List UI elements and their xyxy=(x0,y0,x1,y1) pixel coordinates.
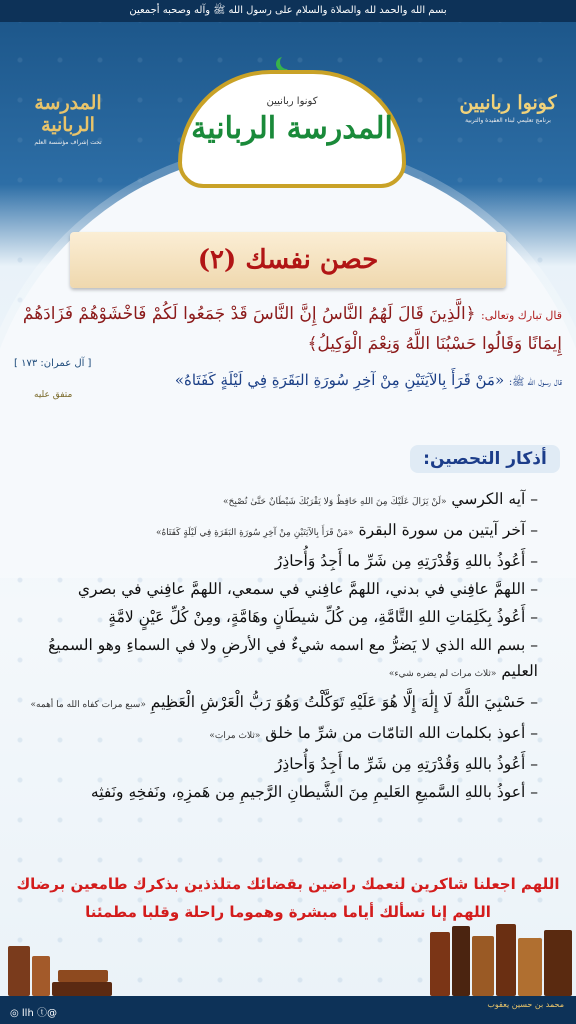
dhikr-text: – أَعُوذُ باللهِ وَقُدْرَتِهِ مِن شَرِّ ما أَجِدُ وَأُحاذِرُ xyxy=(274,755,538,773)
books-right-illustration xyxy=(426,920,576,996)
quran-intro: قال تبارك وتعالى: xyxy=(481,309,562,322)
book-icon xyxy=(518,938,542,996)
book-icon xyxy=(472,936,494,996)
adhkar-heading: أذكار التحصين: xyxy=(410,445,560,473)
dhikr-item xyxy=(14,548,538,574)
social-handles[interactable]: @llh ⓣ ◎ xyxy=(10,1008,57,1019)
quran-verse xyxy=(14,300,562,358)
basmala-bar: بسم الله والحمد لله والصلاة والسلام على رسول الله ﷺ وآله وصحبه أجمعين xyxy=(0,0,576,22)
left-logo-subtitle: تحت إشراف مؤسسة العلم xyxy=(34,139,102,146)
dhikr-note: «مَنْ قَرَأَ بِالآيَتَيْنِ مِنْ آخِرِ سُورَةِ البَقَرَةِ فِي لَيْلَةٍ كَفَتَاهُ» xyxy=(155,528,354,538)
book-icon xyxy=(496,924,516,996)
dhikr-item xyxy=(14,632,538,687)
dhikr-text: – أَعُوذُ بِكَلِمَاتِ اللهِ التَّامَّةِ، مِن كُلِّ شيطَانٍ وهَامَّةٍ، ومِنْ كُلِّ عَيْنٍ لامَّةٍ xyxy=(108,608,538,626)
dhikr-item xyxy=(14,689,538,718)
dhikr-note: «ثلاث مرات» xyxy=(209,731,261,741)
footer-bar xyxy=(0,996,576,1024)
dua-line: اللهم إنا نسألك أياما مبشرة وهموما راحلة وقلبا مطمئنا xyxy=(85,903,491,921)
dhikr-text: – آيه الكرسي xyxy=(451,490,538,508)
quote-section xyxy=(14,300,562,400)
book-icon xyxy=(58,970,108,982)
dua-section xyxy=(4,870,572,926)
book-icon xyxy=(430,932,450,996)
dhikr-item xyxy=(14,604,538,630)
right-logo xyxy=(448,92,568,162)
right-logo-subtitle: برنامج تعليمي لبناء العقيدة والتربية xyxy=(465,117,551,124)
crescent-icon xyxy=(280,55,294,69)
dua-line: اللهم اجعلنا شاكرين لنعمك راضين بقضائك متلذذين بذكرك طامعين برضاك xyxy=(16,875,560,893)
dhikr-text: – حَسْبِيَ اللَّهُ لَا إِلَٰهَ إِلَّا هُوَ عَلَيْهِ تَوَكَّلْتُ وَهُوَ رَبُّ الْعَرْشِ الْعَظِيمِ xyxy=(150,693,538,711)
book-icon xyxy=(452,926,470,996)
dhikr-text: – اللهمَّ عافِني في بدني، اللهمَّ عافِني في سمعي، اللهمَّ عافِني في بصري xyxy=(77,580,538,598)
footer-signature: محمد بن حسين يعقوب xyxy=(487,1000,564,1009)
dhikr-item xyxy=(14,751,538,777)
dhikr-text: – أعوذُ باللهِ السَّميعِ العَليمِ مِنَ الشَّيطانِ الرَّجيمِ مِن هَمزِهِ، ونَفخِهِ ونَفثِه xyxy=(90,783,538,801)
left-logo xyxy=(8,92,128,162)
dhikr-item xyxy=(14,720,538,749)
book-icon xyxy=(544,930,572,996)
hadith xyxy=(14,371,562,390)
hadith-intro: قال رسول الله ﷺ: xyxy=(508,377,562,388)
quran-text: ﴿الَّذِينَ قَالَ لَهُمُ النَّاسُ إِنَّ النَّاسَ قَدْ جَمَعُوا لَكُمْ فَاخْشَوْهُمْ فَزَادَهُمْ إِيمَانًا وَقَالُوا حَسْبُنَا اللَّهُ وَنِعْمَ الْوَكِيلُ﴾ xyxy=(22,304,562,354)
center-logo-title: المدرسة الربانية xyxy=(191,111,393,146)
dhikr-note: «لَنْ يَزَالَ عَلَيْكَ مِنَ اللهِ حَافِظٌ وَلا يَقْرَبُكَ شَيْطَانٌ حَتَّىٰ تُصْبِحَ» xyxy=(223,497,447,507)
quran-reference: [ آل عمران: ١٧٣ ] xyxy=(14,358,92,369)
dhikr-text: – آخر آيتين من سورة البقرة xyxy=(358,521,538,539)
title-banner xyxy=(70,232,506,288)
dhikr-item xyxy=(14,779,538,805)
dhikr-item xyxy=(14,576,538,602)
book-icon xyxy=(8,946,30,996)
dhikr-item xyxy=(14,517,538,546)
center-logo-subtitle: كونوا ربانيين xyxy=(266,96,318,107)
right-logo-title: كونوا ربانيين xyxy=(459,92,557,114)
book-icon xyxy=(32,956,50,996)
dhikr-note: «سبع مرات كفاه الله ما أهمه» xyxy=(30,700,146,710)
adhkar-list xyxy=(14,484,538,807)
dhikr-note: «ثلاث مرات لم يضره شيء» xyxy=(388,669,497,679)
hadith-grade: متفق عليه xyxy=(34,390,73,400)
book-icon xyxy=(52,982,112,996)
left-logo-title: المدرسة الربانية xyxy=(34,92,102,136)
books-left-illustration xyxy=(0,930,140,996)
dhikr-text: – أَعُوذُ باللهِ وَقُدْرَتِهِ مِن شَرِّ ما أَجِدُ وَأُحاذِرُ xyxy=(274,552,538,570)
dhikr-item xyxy=(14,486,538,515)
dhikr-text: – أعوذ بكلمات الله التامّات من شرِّ ما خلق xyxy=(265,724,538,742)
hadith-text: «مَنْ قَرَأَ بِالآيَتَيْنِ مِنْ آخِرِ سُورَةِ البَقَرَةِ فِي لَيْلَةٍ كَفَتَاهُ» xyxy=(174,371,505,389)
dhikr-text: – بسم الله الذي لا يَضرُّ مع اسمه شيءٌ في الأرضِ ولا في السماءِ وهو السميعُ العليم xyxy=(48,636,538,680)
page-title: حصن نفسك (٢) xyxy=(197,245,379,275)
